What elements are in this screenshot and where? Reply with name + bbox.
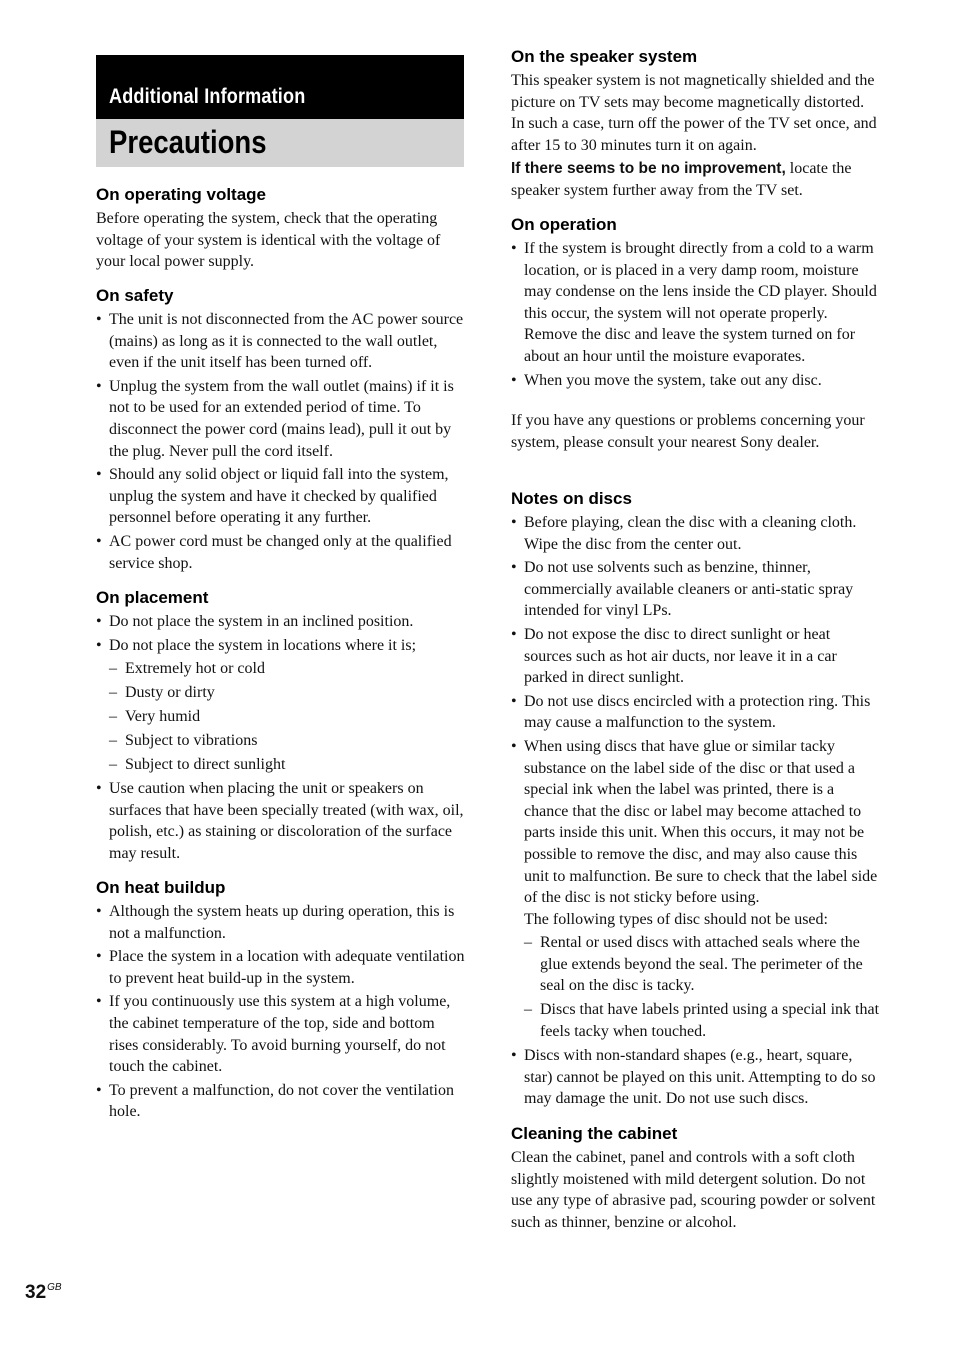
sub-list-item: – Discs that have labels printed using a special ink that feels tacky when touched. (524, 999, 881, 1042)
page-number-value: 32 (25, 1282, 47, 1303)
section-cleaning (511, 1123, 881, 1233)
list-item (511, 736, 881, 1043)
list-item: • Do not place the system in an inclined position. (96, 611, 466, 633)
list-item: • To prevent a malfunction, do not cover the ventilation hole. (96, 1080, 466, 1123)
discs-list (511, 512, 881, 1110)
heading-cleaning: Cleaning the cabinet (511, 1124, 678, 1143)
heading-voltage: On operating voltage (96, 185, 267, 204)
title-banner (96, 119, 464, 167)
section-safety (96, 285, 466, 576)
sub-list-item: – Subject to vibrations (96, 730, 466, 752)
section-placement (96, 587, 466, 866)
list-item: • Before playing, clean the disc with a cleaning cloth. Wipe the disc from the center out. (511, 512, 881, 555)
speaker-note (511, 158, 881, 201)
safety-list (96, 309, 466, 574)
heading-placement: On placement (96, 588, 209, 607)
sub-list-item: – Dusty or dirty (96, 682, 466, 704)
heading-discs: Notes on discs (511, 489, 632, 508)
speaker-text: This speaker system is not magnetically shielded and the picture on TV sets may become magnetically distorted. In such a case, turn off the power of the TV set once, and after 15 to 30 minutes turn it on again. (511, 72, 877, 154)
heat-list (96, 901, 466, 1123)
page-number-suffix: GB (47, 1282, 62, 1293)
sub-list-item: – Rental or used discs with attached seals where the glue extends beyond the seal. The perimeter of the seal on the disc is tacky. (524, 932, 881, 997)
list-item: • When you move the system, take out any disc. (511, 370, 881, 392)
sub-list-item: – Very humid (96, 706, 466, 728)
speaker-note-bold: If there seems to be no improvement, (511, 160, 786, 178)
section-discs (511, 488, 881, 1112)
section-speaker (511, 46, 881, 202)
section-title: Additional Information (109, 85, 306, 108)
page-title: Precautions (109, 124, 267, 160)
list-item: • Should any solid object or liquid fall into the system, unplug the system and have it checked by qualified personnel before operating it any further. (96, 464, 466, 529)
heading-heat: On heat buildup (96, 878, 226, 897)
heading-safety: On safety (96, 286, 174, 305)
heading-speaker: On the speaker system (511, 47, 698, 66)
disc-types-list (524, 932, 881, 1042)
operation-list (511, 238, 881, 391)
section-operation (511, 214, 881, 453)
list-item: • Do not place the system in locations where it is; (96, 635, 466, 657)
speaker-note-rest: locate the speaker system further away from the TV set. (511, 160, 852, 199)
list-item: • If the system is brought directly from a cold to a warm location, or is placed in a very damp room, moisture may condense on the lens inside the CD player. Should this occur, the system will not operate properly. Remove the disc and leave the system turned on for about an hour until the moisture evaporates. (511, 238, 881, 368)
section-banner (96, 55, 464, 119)
cleaning-text: Clean the cabinet, panel and controls with a soft cloth slightly moistened with mild detergent solution. Do not use any type of abrasive pad, scouring powder or solvent such as thinner, benzine or alcohol. (511, 1149, 876, 1231)
contact-text: If you have any questions or problems concerning your system, please consult your nearest Sony dealer. (511, 412, 865, 451)
list-item: • If you continuously use this system at a high volume, the cabinet temperature of the top, side and bottom rises considerably. To avoid burning yourself, do not touch the cabinet. (96, 991, 466, 1077)
list-item: • Do not use discs encircled with a protection ring. This may cause a malfunction to the system. (511, 691, 881, 734)
disc-glue-note: When using discs that have glue or similar tacky substance on the label side of the disc or that used a special ink when the label was printed, there is a chance that the disc or label may become attached to parts inside this unit. When this occurs, it may not be possible to remove the disc, and may also cause this unit to malfunction. Be sure to check that the label side of the disc is not sticky before using. (524, 737, 878, 907)
list-item: • Although the system heats up during operation, this is not a malfunction. (96, 901, 466, 944)
sub-list-item: – Extremely hot or cold (96, 658, 466, 680)
voltage-text: Before operating the system, check that the operating voltage of your system is identical with the voltage of your local power supply. (96, 210, 441, 271)
list-item: • Place the system in a location with adequate ventilation to prevent heat build-up in the system. (96, 946, 466, 989)
placement-list-after (96, 778, 466, 864)
disc-types-intro: The following types of disc should not be used: (524, 910, 828, 928)
section-voltage (96, 184, 466, 273)
section-heat (96, 877, 466, 1125)
list-item: • Use caution when placing the unit or speakers on surfaces that have been specially treated (with wax, oil, polish, etc.) as staining or discoloration of the surface may result. (96, 778, 466, 864)
list-item: • Do not use solvents such as benzine, thinner, commercially available cleaners or anti-static spray intended for vinyl LPs. (511, 557, 881, 622)
placement-sublist (96, 658, 466, 776)
list-item: • AC power cord must be changed only at the qualified service shop. (96, 531, 466, 574)
page-number (25, 1282, 62, 1304)
sub-list-item: – Subject to direct sunlight (96, 754, 466, 776)
heading-operation: On operation (511, 215, 617, 234)
list-item: • The unit is not disconnected from the AC power source (mains) as long as it is connected to the wall outlet, even if the unit itself has been turned off. (96, 309, 466, 374)
list-item: • Discs with non-standard shapes (e.g., heart, square, star) cannot be played on this unit. Attempting to do so may damage the unit. Do not use such discs. (511, 1045, 881, 1110)
list-item: • Do not expose the disc to direct sunlight or heat sources such as hot air ducts, nor leave it in a car parked in direct sunlight. (511, 624, 881, 689)
list-item: • Unplug the system from the wall outlet (mains) if it is not to be used for an extended period of time. To disconnect the power cord (mains lead), pull it out by the plug. Never pull the cord itself. (96, 376, 466, 462)
placement-list (96, 611, 466, 656)
